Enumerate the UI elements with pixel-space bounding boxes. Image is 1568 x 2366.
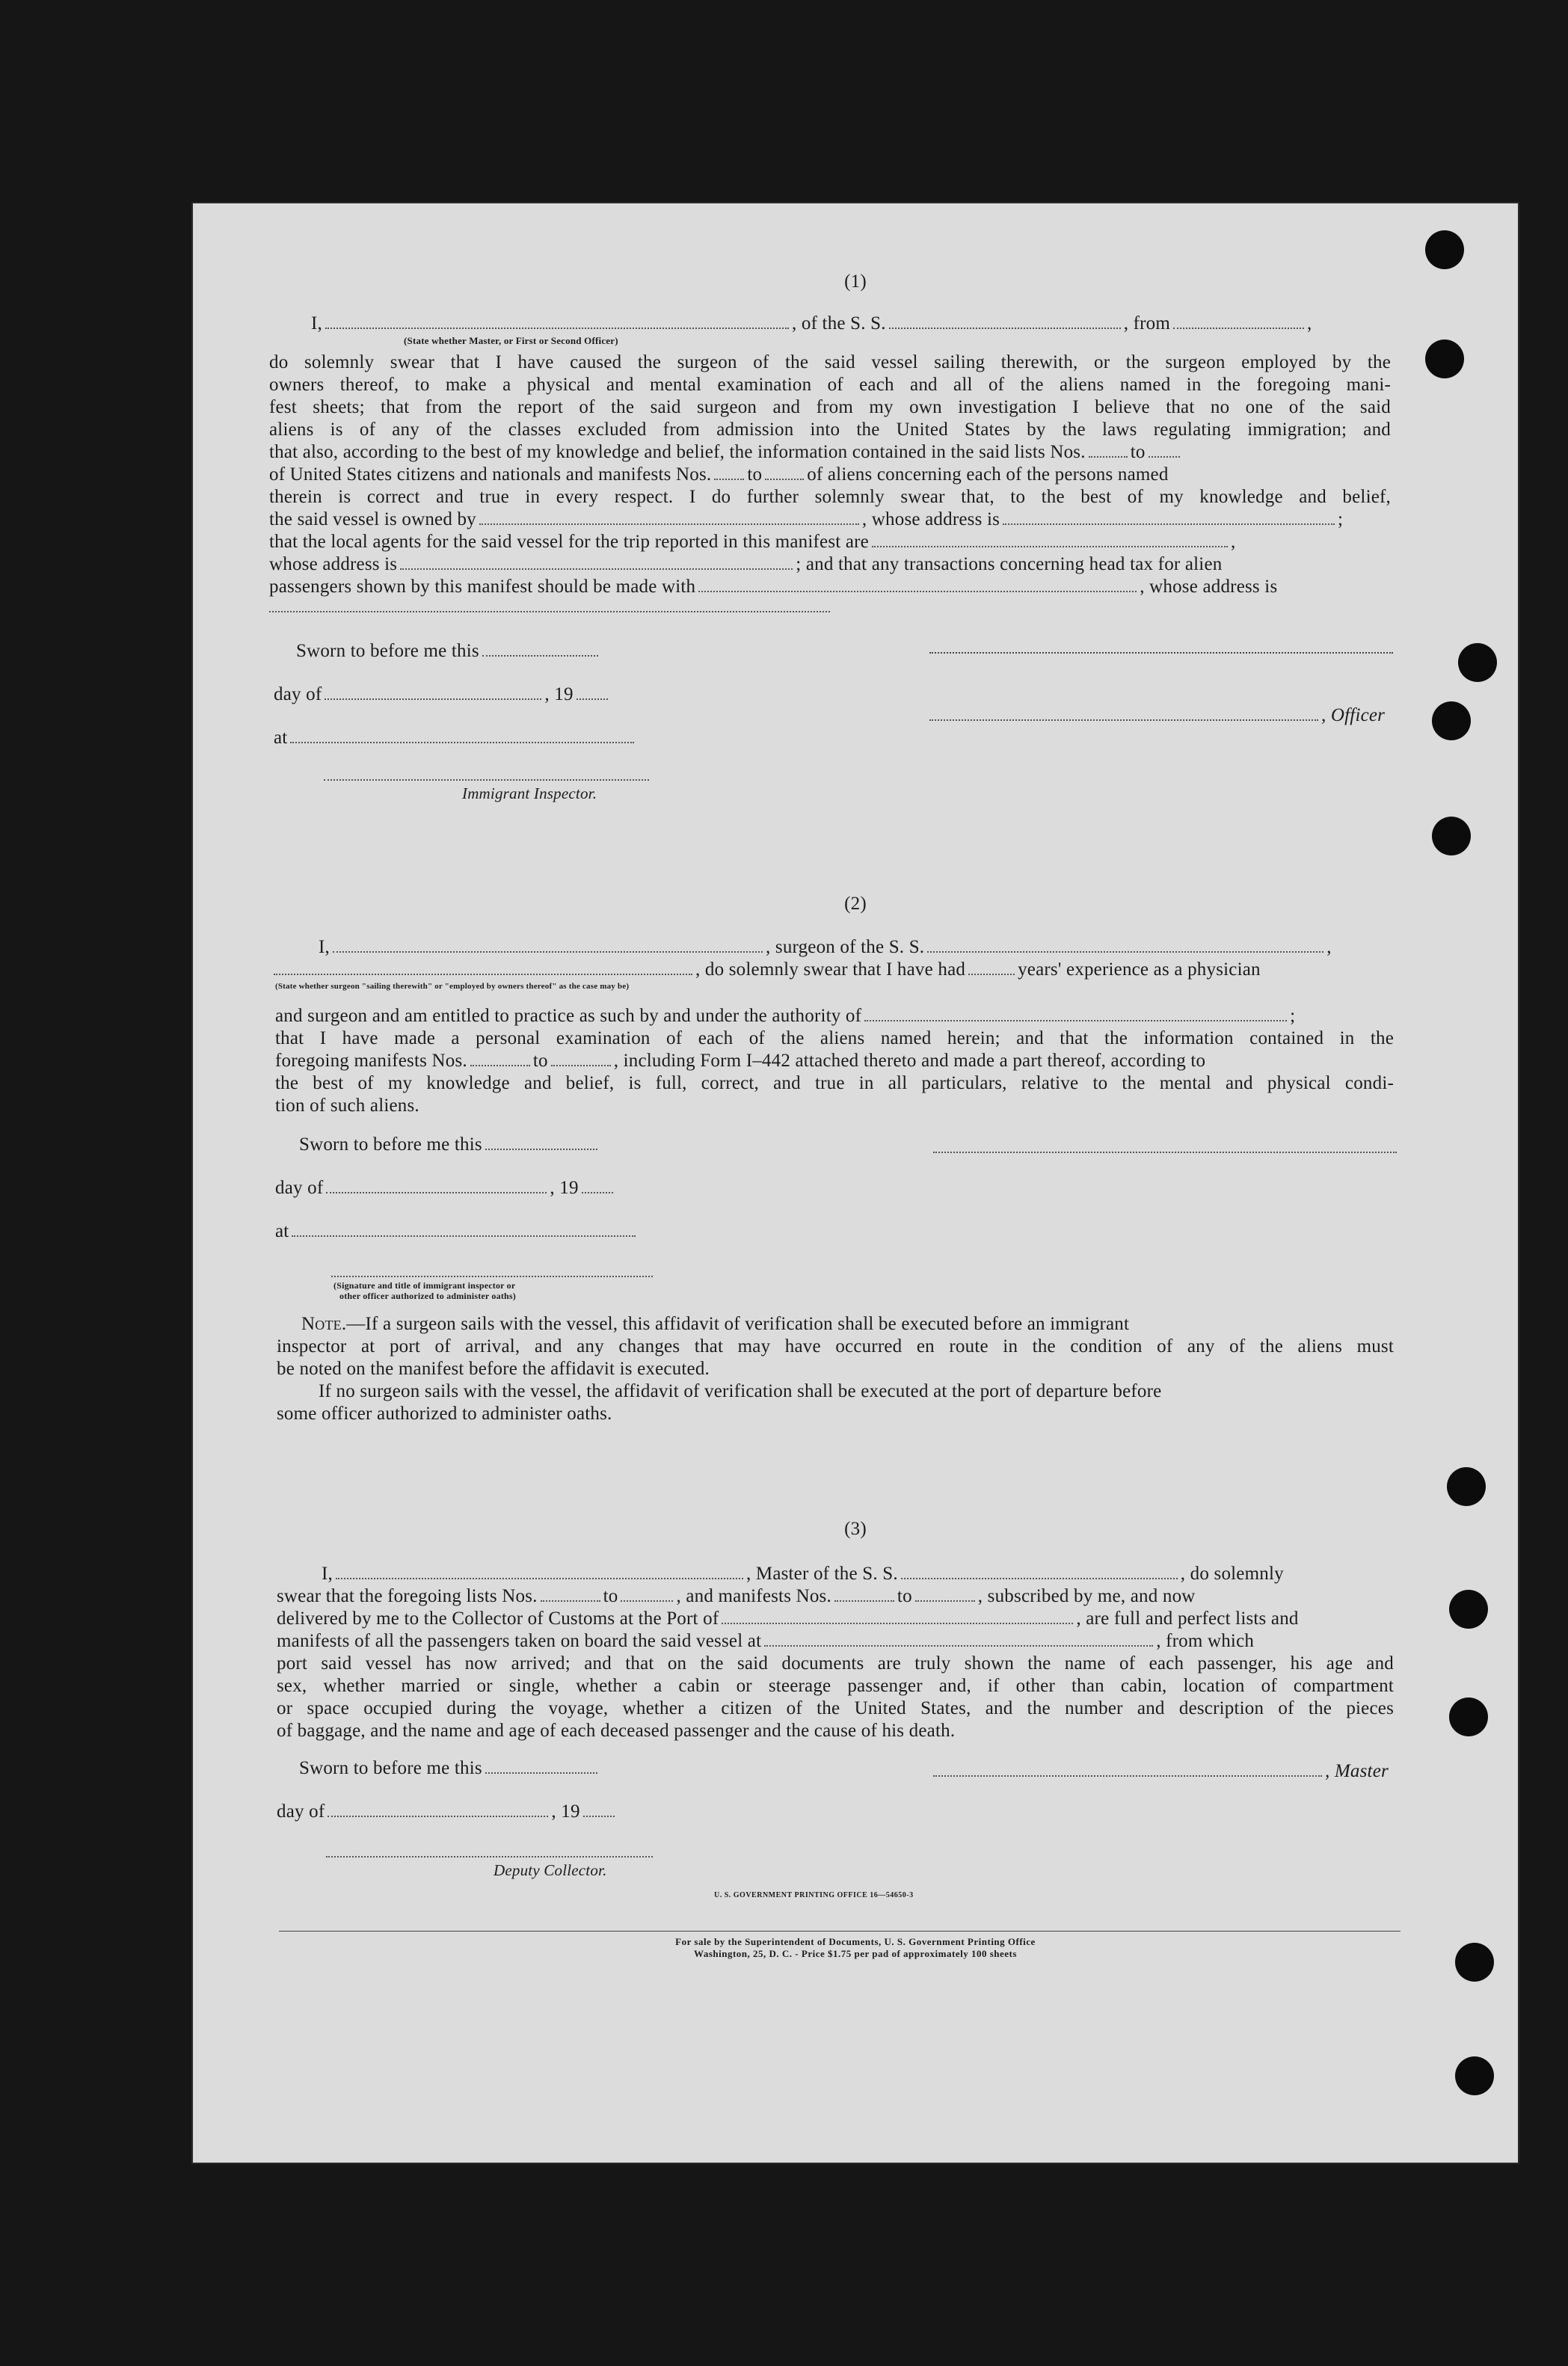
- punct: ,: [1307, 313, 1312, 334]
- body-line: fest sheets; that from the report of the said surgeon and from my own investigation I believe that no one of the said: [269, 397, 1391, 417]
- body-line: sex, whether married or single, whether a cabin or steerage passenger and, if other than cabin, location of compartment: [277, 1676, 1394, 1696]
- vessel-name-field[interactable]: [927, 938, 1323, 953]
- sworn-date-field[interactable]: [485, 1759, 597, 1774]
- year-field[interactable]: [582, 1179, 613, 1193]
- note-text: inspector at port of arrival, and any changes that may have occurred en route in the condition of any of the aliens must: [277, 1336, 1394, 1356]
- form-page: [193, 203, 1518, 2163]
- text-to: to: [603, 1586, 618, 1606]
- sale-notice: For sale by the Superintendent of Documents, U. S. Government Printing Office: [675, 1936, 1036, 1947]
- punch-hole-icon: [1455, 2056, 1494, 2095]
- master-signature-field[interactable]: [933, 1762, 1322, 1777]
- at-label: at: [275, 1221, 289, 1241]
- body-text: and surgeon and am entitled to practice as such by and under the authority of: [275, 1006, 862, 1026]
- text-i: I,: [311, 313, 322, 334]
- section-number: (1): [844, 271, 867, 292]
- year-field[interactable]: [583, 1802, 615, 1817]
- punch-hole-icon: [1447, 1467, 1486, 1506]
- officer-name-field[interactable]: [325, 314, 789, 329]
- body-text: of aliens concerning each of the persons named: [807, 464, 1169, 485]
- sworn-label: Sworn to before me this: [299, 1134, 482, 1155]
- master-label: , Master: [1325, 1761, 1389, 1781]
- signature-line[interactable]: [929, 652, 1393, 654]
- body-line: tion of such aliens.: [275, 1096, 419, 1116]
- body-line: owners thereof, to make a physical and mental examination of each and all of the aliens named in the foregoing mani-: [269, 375, 1391, 395]
- text-of-ss: , of the S. S.: [791, 313, 886, 334]
- inspector-signature-line[interactable]: [331, 1276, 653, 1277]
- collector-signature-line[interactable]: [326, 1856, 653, 1858]
- at-label: at: [274, 728, 288, 748]
- body-line: that I have made a personal examination of each of the aliens named herein; and that the information contained in the: [275, 1028, 1394, 1048]
- manifests-from-field[interactable]: [834, 1587, 894, 1602]
- text-i: I,: [319, 937, 330, 957]
- body-text: foregoing manifests Nos.: [275, 1051, 467, 1071]
- text-to: to: [897, 1586, 912, 1606]
- year-field[interactable]: [577, 685, 608, 700]
- punct: ,: [1326, 937, 1332, 957]
- text-to: to: [532, 1051, 548, 1071]
- body-line: of baggage, and the name and age of each deceased passenger and the cause of his death.: [277, 1721, 956, 1741]
- day-field[interactable]: [326, 1179, 547, 1193]
- officer-label: , Officer: [1321, 705, 1386, 725]
- body-text: ; and that any transactions concerning head tax for alien: [796, 554, 1223, 574]
- at-place-field[interactable]: [290, 728, 634, 743]
- footer-rule: [279, 1931, 1401, 1932]
- punct: ;: [1338, 509, 1344, 529]
- port-field[interactable]: [722, 1609, 1073, 1624]
- year-label: , 19: [544, 684, 574, 704]
- local-agents-field[interactable]: [872, 532, 1228, 547]
- sworn-date-field[interactable]: [485, 1135, 597, 1150]
- day-field[interactable]: [325, 685, 541, 700]
- body-line: therein is correct and true in every respect. I do further solemnly swear that, to the best of my knowledge and belief,: [269, 487, 1391, 507]
- master-name-field[interactable]: [336, 1564, 743, 1579]
- day-of-label: day of: [275, 1178, 324, 1198]
- punch-hole-icon: [1425, 230, 1464, 269]
- punch-hole-icon: [1455, 1943, 1494, 1982]
- year-label: , 19: [550, 1178, 579, 1198]
- lists-to-field[interactable]: [1149, 443, 1180, 458]
- vessel-name-field[interactable]: [901, 1564, 1178, 1579]
- body-text: , do solemnly swear that I have had: [695, 959, 966, 980]
- manifests-to-field[interactable]: [765, 465, 804, 480]
- punch-hole-icon: [1458, 643, 1497, 682]
- manifests-to-field[interactable]: [915, 1587, 975, 1602]
- note-label: Note.: [301, 1314, 347, 1334]
- surgeon-name-field[interactable]: [333, 938, 763, 953]
- head-tax-contact-field[interactable]: [698, 577, 1137, 592]
- body-text: years' experience as a physician: [1018, 959, 1261, 980]
- section-number: (2): [844, 894, 867, 914]
- body-text: swear that the foregoing lists Nos.: [277, 1586, 538, 1606]
- sale-notice: Washington, 25, D. C. - Price $1.75 per pad of approximately 100 sheets: [694, 1948, 1017, 1959]
- body-text: , whose address is: [1140, 577, 1278, 597]
- surgeon-status-field[interactable]: [274, 960, 692, 975]
- body-text: delivered by me to the Collector of Customs at the Port of: [277, 1608, 719, 1629]
- sworn-label: Sworn to before me this: [299, 1758, 482, 1778]
- owner-address-field[interactable]: [1003, 510, 1335, 525]
- authority-field[interactable]: [864, 1007, 1287, 1021]
- body-line: port said vessel has now arrived; and that on the said documents are truly shown the name of each passenger, his age and: [277, 1653, 1394, 1674]
- punch-hole-icon: [1449, 1697, 1488, 1736]
- manifests-from-field[interactable]: [714, 465, 744, 480]
- text-surgeon-of-ss: , surgeon of the S. S.: [765, 937, 925, 957]
- body-text: of United States citizens and nationals and manifests Nos.: [269, 464, 712, 485]
- punch-hole-icon: [1425, 339, 1464, 378]
- caption-surgeon: (State whether surgeon "sailing therewith" or "employed by owners thereof" as the case may be): [275, 982, 630, 991]
- body-text: , and manifests Nos.: [676, 1586, 831, 1606]
- body-line: or space occupied during the voyage, whether a citizen of the United States, and the number and description of the pieces: [277, 1698, 1394, 1718]
- body-line: aliens is of any of the classes excluded from admission into the United States by the laws regulating immigration; and: [269, 420, 1391, 440]
- body-text: passengers shown by this manifest should be made with: [269, 577, 696, 597]
- port-from-field[interactable]: [1173, 314, 1304, 329]
- year-label: , 19: [551, 1801, 580, 1822]
- gpo-imprint: U. S. GOVERNMENT PRINTING OFFICE 16—54650-3: [714, 1891, 914, 1899]
- body-text: , subscribed by me, and now: [977, 1586, 1196, 1606]
- punct: ;: [1290, 1006, 1296, 1026]
- punch-hole-icon: [1432, 817, 1471, 855]
- note-text: If no surgeon sails with the vessel, the affidavit of verification shall be executed at the port of departure before: [319, 1381, 1162, 1401]
- day-of-label: day of: [274, 684, 322, 704]
- caption-signature: (Signature and title of immigrant inspector or: [333, 1280, 516, 1291]
- affidavit-1: [193, 203, 1518, 802]
- at-place-field[interactable]: [292, 1222, 636, 1237]
- text-master-of-ss: , Master of the S. S.: [745, 1564, 898, 1584]
- owner-field[interactable]: [479, 510, 859, 525]
- punch-hole-icon: [1449, 1590, 1488, 1629]
- boarding-port-field[interactable]: [764, 1632, 1153, 1647]
- text-i: I,: [322, 1564, 333, 1584]
- agents-address-field[interactable]: [400, 555, 793, 570]
- caption-officer: (State whether Master, or First or Second Officer): [404, 335, 618, 346]
- note-text: be noted on the manifest before the affidavit is executed.: [277, 1359, 710, 1379]
- body-text: the said vessel is owned by: [269, 509, 476, 529]
- years-field[interactable]: [968, 960, 1015, 975]
- body-text: , are full and perfect lists and: [1076, 1608, 1299, 1629]
- note-text: —If a surgeon sails with the vessel, this affidavit of verification shall be executed before an immigrant: [346, 1314, 1130, 1334]
- lists-from-field[interactable]: [1089, 443, 1128, 458]
- body-text: that the local agents for the said vessel for the trip reported in this manifest are: [269, 532, 869, 552]
- body-text: manifests of all the passengers taken on board the said vessel at: [277, 1631, 762, 1651]
- sworn-label: Sworn to before me this: [296, 641, 479, 661]
- surgeon-signature-line[interactable]: [933, 1152, 1397, 1153]
- body-text: , from which: [1156, 1631, 1255, 1651]
- text-to: to: [747, 464, 763, 485]
- body-text: that also, according to the best of my knowledge and belief, the information contained in the said lists Nos.: [269, 442, 1086, 462]
- inspector-label: Immigrant Inspector.: [462, 784, 597, 802]
- note-text: some officer authorized to administer oaths.: [277, 1404, 612, 1424]
- punct: ,: [1230, 532, 1236, 552]
- day-of-label: day of: [277, 1801, 325, 1822]
- text-to: to: [1130, 442, 1146, 462]
- sworn-date-field[interactable]: [482, 642, 598, 657]
- lists-from-field[interactable]: [541, 1587, 600, 1602]
- vessel-name-field[interactable]: [889, 314, 1121, 329]
- lists-to-field[interactable]: [621, 1587, 673, 1602]
- day-field[interactable]: [328, 1802, 548, 1817]
- body-line: do solemnly swear that I have caused the surgeon of the said vessel sailing therewith, or the surgeon employed by the: [269, 352, 1391, 372]
- address-continuation-line[interactable]: [269, 611, 830, 612]
- body-text: , including Form I–442 attached thereto and made a part thereof, according to: [613, 1051, 1206, 1071]
- body-text: whose address is: [269, 554, 398, 574]
- manifests-to-field[interactable]: [551, 1051, 611, 1066]
- deputy-collector-label: Deputy Collector.: [494, 1861, 607, 1879]
- manifests-from-field[interactable]: [470, 1051, 530, 1066]
- inspector-signature-line[interactable]: [324, 779, 649, 781]
- caption-signature: other officer authorized to administer oaths): [339, 1291, 516, 1301]
- text-from: , from: [1123, 313, 1171, 334]
- punch-hole-icon: [1432, 701, 1471, 740]
- officer-signature-field[interactable]: [929, 706, 1318, 721]
- body-line: the best of my knowledge and belief, is full, correct, and true in all particulars, relative to the mental and physical condi-: [275, 1073, 1394, 1093]
- body-text: , do solemnly: [1180, 1564, 1284, 1584]
- section-number: (3): [844, 1519, 867, 1539]
- body-text: , whose address is: [861, 509, 1000, 529]
